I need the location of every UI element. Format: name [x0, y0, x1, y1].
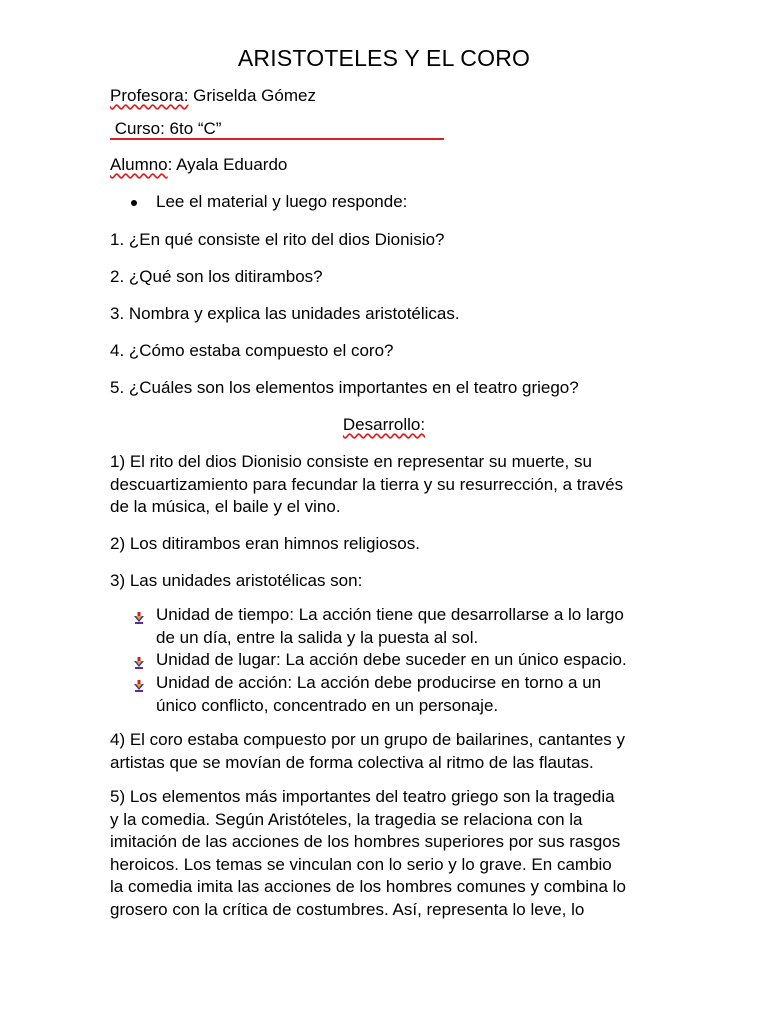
answer-5-line: y la comedia. Según Aristóteles, la tragedia se relaciona con la: [110, 809, 583, 829]
answer-4-line: 4) El coro estaba compuesto por un grupo de bailarines, cantantes y: [110, 730, 626, 749]
question-2: 2. ¿Qué son los ditirambos?: [110, 267, 323, 286]
answer-1-line: de la música, el baile y el vino.: [110, 497, 341, 516]
unidad-line: único conflicto, concentrado en un personaje.: [156, 695, 499, 715]
answer-4: [110, 729, 670, 774]
question-3: 3. Nombra y explica las unidades aristotélicas.: [110, 304, 460, 323]
curso-underline: [110, 138, 444, 140]
profesora-line: [110, 85, 316, 108]
curso-line: [110, 118, 444, 140]
question-1: 1. ¿En qué consiste el rito del dios Dionisio?: [110, 230, 445, 249]
curso-text: Curso: 6to “C”: [110, 119, 222, 138]
unidad-line: Unidad de lugar: La acción debe suceder en un único espacio.: [156, 650, 627, 669]
unidad-line: Unidad de tiempo: La acción tiene que desarrollarse a lo largo: [156, 605, 624, 624]
answer-3: 3) Las unidades aristotélicas son:: [110, 571, 363, 590]
desarrollo-heading-text: Desarrollo:: [342, 415, 426, 434]
profesora-label: Profesora:: [110, 86, 189, 105]
alumno-label: Alumno: [110, 155, 168, 174]
arrow-bullet-icon: [133, 657, 145, 669]
answer-2: 2) Los ditirambos eran himnos religiosos.: [110, 534, 420, 553]
unidad-line: Unidad de acción: La acción debe producirse en torno a un: [156, 673, 602, 692]
answer-1: [110, 451, 670, 519]
desarrollo-heading: [0, 414, 768, 437]
unidad-line: de un día, entre la salida y la puesta al sol.: [156, 627, 479, 647]
unidad-tiempo: [156, 604, 676, 649]
answer-5-line: heroicos. Los temas se vinculan con lo serio y lo grave. En cambio: [110, 854, 612, 874]
question-4: 4. ¿Cómo estaba compuesto el coro?: [110, 341, 394, 360]
page-title: ARISTOTELES Y EL CORO: [237, 45, 531, 71]
alumno-value: : Ayala Eduardo: [167, 155, 288, 174]
answer-5-line: grosero con la crítica de costumbres. Así, representa lo leve, lo: [110, 899, 585, 919]
unidad-accion: [156, 672, 676, 717]
alumno-line: [110, 154, 287, 177]
answer-4-line: artistas que se movían de forma colectiva al ritmo de las flautas.: [110, 752, 594, 772]
answer-5-line: 5) Los elementos más importantes del teatro griego son la tragedia: [110, 787, 615, 806]
arrow-bullet-icon: [133, 680, 145, 692]
answer-1-line: descuartizamiento para fecundar la tierra y su resurrección, a través: [110, 474, 624, 494]
answer-5-line: imitación de las acciones de los hombres superiores por sus rasgos: [110, 832, 621, 851]
answer-5: [110, 786, 670, 921]
bullet-dot-icon: [131, 200, 137, 206]
instruction-text: Lee el material y luego responde:: [156, 192, 408, 211]
answer-1-line: 1) El rito del dios Dionisio consiste en representar su muerte, su: [110, 452, 592, 471]
arrow-bullet-icon: [133, 612, 145, 624]
answer-5-line: la comedia imita las acciones de los hombres comunes y combina lo: [110, 877, 626, 896]
unidad-lugar: [156, 649, 676, 672]
question-5: 5. ¿Cuáles son los elementos importantes en el teatro griego?: [110, 378, 579, 397]
profesora-value: Griselda Gómez: [188, 86, 316, 105]
